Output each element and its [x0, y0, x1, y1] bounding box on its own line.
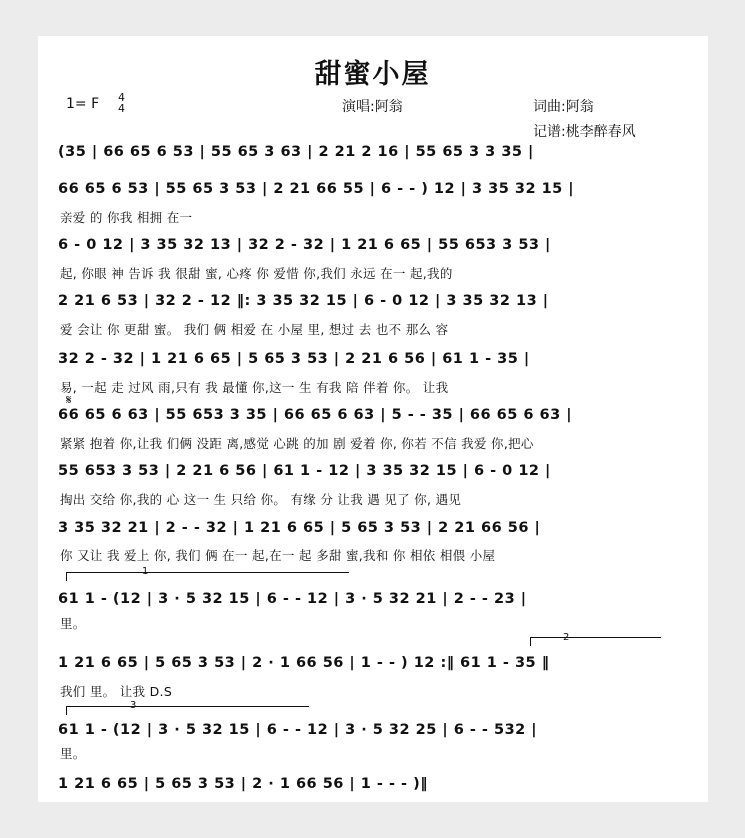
volta-bracket-1: [66, 572, 349, 581]
notation-line-1: (35 | 66 65 6 53 | 55 65 3 63 | 2 21 2 16 | 55 65 3 3 35 |: [58, 144, 534, 160]
lyric-line-2: 亲爱 的 你我 相拥 在一: [60, 210, 193, 225]
lyric-line-5: 易, 一起 走 过风 雨,只有 我 最懂 你,这一 生 有我 陪 伴着 你。 让我: [60, 380, 449, 395]
notation-line-4: 2 21 6 53 | 32 2 - 12 ‖: 3 35 32 15 | 6 - 0 12 | 3 35 32 13 |: [58, 293, 549, 309]
notation-line-7: 55 653 3 53 | 2 21 6 56 | 61 1 - 12 | 3 35 32 15 | 6 - 0 12 |: [58, 463, 551, 479]
song-title: 甜蜜小屋: [314, 59, 431, 90]
notation-line-5: 32 2 - 32 | 1 21 6 65 | 5 65 3 53 | 2 21 6 56 | 61 1 - 35 |: [58, 351, 530, 367]
scribe-credit: 记谱:桃李醉春风: [533, 124, 636, 140]
time-top: 4: [118, 91, 125, 104]
lyric-line-3: 起, 你眼 神 告诉 我 很甜 蜜, 心疼 你 爱惜 你,我们 永远 在一 起,我的: [60, 266, 453, 281]
lyric-line-11: 里。: [60, 746, 86, 761]
volta-number-3: 3: [130, 700, 137, 711]
lyric-line-6: 紧紧 抱着 你,让我 们俩 没距 离,感觉 心跳 的加 剧 爱着 你, 你若 不信 我爱 你,把心: [60, 436, 534, 451]
notation-line-11: 61 1 - (12 | 3 · 5 32 15 | 6 - - 12 | 3 · 5 32 25 | 6 - - 532 |: [58, 722, 538, 738]
lyric-line-4: 爱 会让 你 更甜 蜜。 我们 俩 相爱 在 小屋 里, 想过 去 也不 那么 容: [60, 322, 449, 337]
volta-number-2: 2: [563, 632, 570, 643]
lyric-line-10: 我们 里。 让我 D.S: [60, 684, 173, 699]
notation-line-3: 6 - 0 12 | 3 35 32 13 | 32 2 - 32 | 1 21 6 65 | 55 653 3 53 |: [58, 237, 551, 253]
notation-line-8: 3 35 32 21 | 2 - - 32 | 1 21 6 65 | 5 65 3 53 | 2 21 66 56 |: [58, 520, 541, 536]
segno-icon: 𝄋: [66, 393, 72, 408]
lyric-line-9: 里。: [60, 616, 86, 631]
time-bottom: 4: [118, 102, 125, 115]
volta-number-1: 1: [142, 566, 149, 577]
notation-line-6: 66 65 6 63 | 55 653 3 35 | 66 65 6 63 | 5 - - 35 | 66 65 6 63 |: [58, 407, 573, 423]
time-signature: [118, 92, 125, 114]
notation-line-2: 66 65 6 53 | 55 65 3 53 | 2 21 66 55 | 6 - - ) 12 | 3 35 32 15 |: [58, 181, 575, 197]
composer-credit: 词曲:阿翁: [533, 99, 594, 115]
notation-line-10: 1 21 6 65 | 5 65 3 53 | 2 · 1 66 56 | 1 - - ) 12 :‖ 61 1 - 35 ‖: [58, 655, 550, 671]
notation-line-9: 61 1 - (12 | 3 · 5 32 15 | 6 - - 12 | 3 · 5 32 21 | 2 - - 23 |: [58, 591, 527, 607]
volta-bracket-3: [66, 706, 309, 715]
singer-credit: 演唱:阿翁: [342, 99, 403, 115]
key-signature: 1= F: [66, 96, 100, 112]
volta-bracket-2: [530, 637, 661, 646]
lyric-line-8: 你 又让 我 爱上 你, 我们 俩 在一 起,在一 起 多甜 蜜,我和 你 相依 相偎 小屋: [60, 548, 496, 563]
lyric-line-7: 掏出 交给 你,我的 心 这一 生 只给 你。 有缘 分 让我 遇 见了 你, 遇见: [60, 492, 462, 507]
notation-line-12: 1 21 6 65 | 5 65 3 53 | 2 · 1 66 56 | 1 - - - )‖: [58, 776, 428, 792]
